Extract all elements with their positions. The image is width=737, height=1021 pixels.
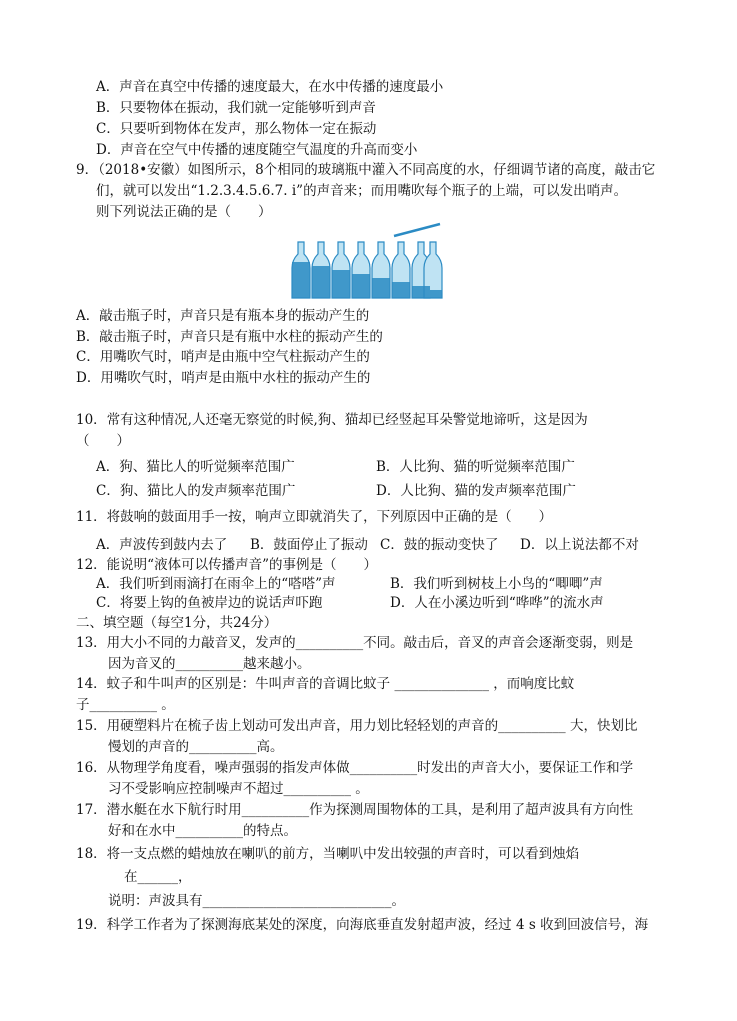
q11-option-c: C．鼓的振动变快了 <box>380 537 499 553</box>
q10-stem-line2: （ ） <box>76 433 130 449</box>
q13-line2: 因为音叉的__________越来越小。 <box>108 656 311 672</box>
q11-option-d: D．以上说法都不对 <box>520 537 639 553</box>
q9-stem-line3: 则下列说法正确的是（ ） <box>96 204 272 220</box>
q16-line1: 16．从物理学角度看，噪声强弱的指发声体做__________时发出的声音大小，要保证工作和学 <box>76 760 634 776</box>
q9-option-a: A．敲击瓶子时，声音只是有瓶本身的振动产生的 <box>76 308 370 324</box>
q9-stem-line2: 们，就可以发出“1.2.3.4.5.6.7. i”的声音来；而用嘴吹每个瓶子的上端，可以发出哨声。 <box>96 183 628 199</box>
q10-option-c: C．狗、猫比人的发声频率范围广 <box>96 483 296 499</box>
q10-option-b: B．人比狗、猫的听觉频率范围广 <box>376 459 575 475</box>
q14-line2: 子__________ 。 <box>76 697 175 713</box>
q10-option-a: A．狗、猫比人的听觉频率范围广 <box>96 459 295 475</box>
q16-line2: 习不受影响应控制噪声不超过__________ 。 <box>108 781 369 797</box>
q12-option-c: C．将要上钩的鱼被岸边的说话声吓跑 <box>96 595 323 611</box>
q12-option-a: A．我们听到雨滴打在雨伞上的“嗒嗒”声 <box>96 576 336 592</box>
q14-line1: 14．蚊子和牛叫声的区别是：牛叫声音的音调比蚊子 ______________ ，而响度比蚊 <box>76 676 575 692</box>
q13-line1: 13．用大小不同的力敲音叉，发声的__________不同。敲击后，音叉的声音会逐渐变弱，则是 <box>76 635 634 651</box>
q9-option-b: B．敲击瓶子时，声音只是有瓶中水柱的振动产生的 <box>76 329 383 345</box>
q18-line1: 18．将一支点燃的蜡烛放在喇叭的前方，当喇叭中发出较强的声音时，可以看到烛焰 <box>76 846 580 862</box>
q15-line2: 慢划的声音的__________高。 <box>108 739 284 755</box>
q18-line2: 在______， <box>124 869 192 885</box>
q8-option-b: B．只要物体在振动，我们就一定能够听到声音 <box>96 100 376 116</box>
q9-option-c: C．用嘴吹气时，哨声是由瓶中空气柱振动产生的 <box>76 349 370 365</box>
q18-line3: 说明：声波具有____________________________。 <box>108 893 405 909</box>
q10-option-d: D．人比狗、猫的发声频率范围广 <box>376 483 576 499</box>
q12-option-b: B．我们听到树枝上小鸟的“唧唧”声 <box>390 576 603 592</box>
section-heading: 二、填空题（每空1分，共24分） <box>76 615 278 631</box>
q12-stem: 12．能说明“液体可以传播声音”的事例是（ ） <box>76 557 377 573</box>
q9-option-d: D．用嘴吹气时，哨声是由瓶中水柱的振动产生的 <box>76 370 371 386</box>
q11-option-b: B．鼓面停止了振动 <box>250 537 368 553</box>
q10-stem-line1: 10．常有这种情况,人还毫无察觉的时候,狗、猫却已经竖起耳朵警觉地谛听，这是因为 <box>76 412 588 428</box>
striking-rod <box>394 224 440 236</box>
q19-line1: 19．科学工作者为了探测海底某处的深度，向海底垂直发射超声波，经过 4 s 收到回波信号，海 <box>76 917 649 933</box>
q11-stem: 11．将鼓响的鼓面用手一按，响声立即就消失了，下列原因中正确的是（ ） <box>76 509 553 525</box>
q12-option-d: D．人在小溪边听到“哗哗”的流水声 <box>390 595 604 611</box>
bottles-figure <box>290 222 450 302</box>
q17-line2: 好和在水中__________的特点。 <box>108 823 297 839</box>
q8-option-c: C．只要听到物体在发声，那么物体一定在振动 <box>96 121 377 137</box>
q8-option-d: D．声音在空气中传播的速度随空气温度的升高而变小 <box>96 142 418 158</box>
q11-option-a: A．声波传到鼓内去了 <box>96 537 228 553</box>
q9-stem-line1: 9．（2018•安徽）如图所示，8个相同的玻璃瓶中灌入不同高度的水，仔细调节诸的高度，敲击它 <box>76 162 656 178</box>
q15-line1: 15．用硬塑料片在梳子齿上划动可发出声音，用力划比轻轻划的声音的__________ 大，快划比 <box>76 718 638 734</box>
q17-line1: 17．潜水艇在水下航行时用__________作为探测周围物体的工具，是利用了超声波具有方向性 <box>76 802 634 818</box>
q8-option-a: A．声音在真空中传播的速度最大，在水中传播的速度最小 <box>96 79 444 95</box>
